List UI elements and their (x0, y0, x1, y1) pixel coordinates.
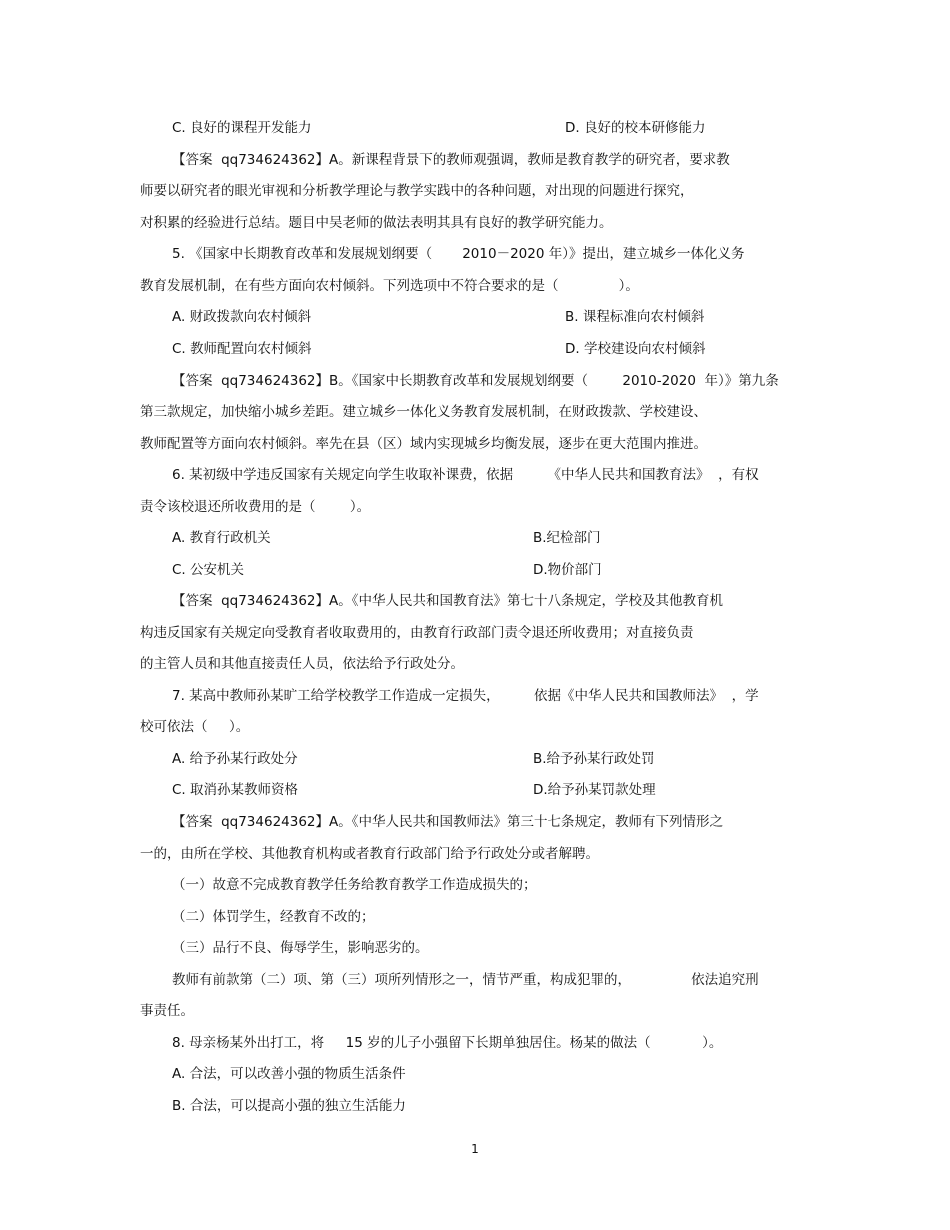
q7-stem-line-1: 7. 某高中教师孙某旷工给学校教学工作造成一定损失， 依据《中华人民共和国教师法》 ，学 (172, 688, 759, 704)
q7-option-a: A. 给予孙某行政处分 (172, 751, 298, 767)
q5-option-d: D. 学校建设向农村倾斜 (565, 341, 706, 357)
q7-clause-1: （一）故意不完成教育教学任务给教育教学工作造成损失的； (172, 877, 537, 893)
q4-answer-line-1: 【答案 qq734624362】A。新课程背景下的教师观强调，教师是教育教学的研究者，要求教 (172, 152, 730, 168)
q8-option-b: B. 合法，可以提高小强的独立生活能力 (172, 1098, 406, 1114)
q4-answer-line-3: 对积累的经验进行总结。题目中吴老师的做法表明其具有良好的教学研究能力。 (140, 215, 613, 231)
q5-stem-line-1: 5. 《国家中长期教育改革和发展规划纲要（ 2010－2020 年）》提出，建立城乡一体化义务 (172, 246, 745, 262)
q4-answer-line-2: 师要以研究者的眼光审视和分析教学理论与教学实践中的各种问题，对出现的问题进行探究， (140, 183, 694, 199)
q5-option-b: B. 课程标准向农村倾斜 (565, 309, 705, 325)
q6-answer-line-1: 【答案 qq734624362】A。《中华人民共和国教育法》第七十八条规定，学校及其他教育机 (172, 593, 724, 609)
q5-answer-line-1: 【答案 qq734624362】B。《国家中长期教育改革和发展规划纲要（ 2010-2020 年）》第九条 (172, 373, 779, 389)
q6-stem-line-2: 责令该校退还所收费用的是（ ）。 (140, 499, 371, 515)
q5-stem-line-2: 教育发展机制，在有些方面向农村倾斜。下列选项中不符合要求的是（ ）。 (140, 278, 639, 294)
q6-stem-line-1: 6. 某初级中学违反国家有关规定向学生收取补课费，依据 《中华人民共和国教育法》 ，有权 (172, 467, 759, 483)
q5-option-a: A. 财政拨款向农村倾斜 (172, 309, 312, 325)
q6-answer-line-2: 构违反国家有关规定向受教育者收取费用的，由教育行政部门责令退还所收费用；对直接负责 (140, 625, 694, 641)
q7-note-line-2: 事责任。 (140, 1003, 194, 1019)
q7-note-line-1: 教师有前款第（二）项、第（三）项所列情形之一，情节严重，构成犯罪的， 依法追究刑 (172, 972, 759, 988)
q7-clause-2: （二）体罚学生，经教育不改的； (172, 909, 375, 925)
q4-option-d: D. 良好的校本研修能力 (565, 120, 706, 136)
q7-answer-line-2: 一的，由所在学校、其他教育机构或者教育行政部门给予行政处分或者解聘。 (140, 846, 599, 862)
q7-option-d: D.给予孙某罚款处理 (533, 782, 656, 798)
q8-stem: 8. 母亲杨某外出打工，将 15 岁的儿子小强留下长期单独居住。杨某的做法（ ）。 (172, 1035, 723, 1051)
page-number: 1 (471, 1142, 479, 1156)
q6-option-b: B.纪检部门 (533, 530, 601, 546)
q6-option-a: A. 教育行政机关 (172, 530, 271, 546)
q6-option-d: D.物价部门 (533, 562, 602, 578)
q5-answer-line-3: 教师配置等方面向农村倾斜。率先在县（区）域内实现城乡均衡发展，逐步在更大范围内推进。 (140, 436, 707, 452)
q6-option-c: C. 公安机关 (172, 562, 245, 578)
q5-option-c: C. 教师配置向农村倾斜 (172, 341, 312, 357)
q5-answer-line-2: 第三款规定，加快缩小城乡差距。建立城乡一体化义务教育发展机制，在财政拨款、学校建设、 (140, 404, 707, 420)
q8-option-a: A. 合法，可以改善小强的物质生活条件 (172, 1066, 406, 1082)
q7-option-b: B.给予孙某行政处罚 (533, 751, 655, 767)
q7-clause-3: （三）品行不良、侮辱学生，影响恶劣的。 (172, 940, 429, 956)
q4-option-c: C. 良好的课程开发能力 (172, 120, 312, 136)
q7-stem-line-2: 校可依法（ ）。 (140, 719, 250, 735)
q7-option-c: C. 取消孙某教师资格 (172, 782, 299, 798)
q6-answer-line-3: 的主管人员和其他直接责任人员，依法给予行政处分。 (140, 656, 464, 672)
q7-answer-line-1: 【答案 qq734624362】A。《中华人民共和国教师法》第三十七条规定，教师有下列情形之 (172, 814, 724, 830)
